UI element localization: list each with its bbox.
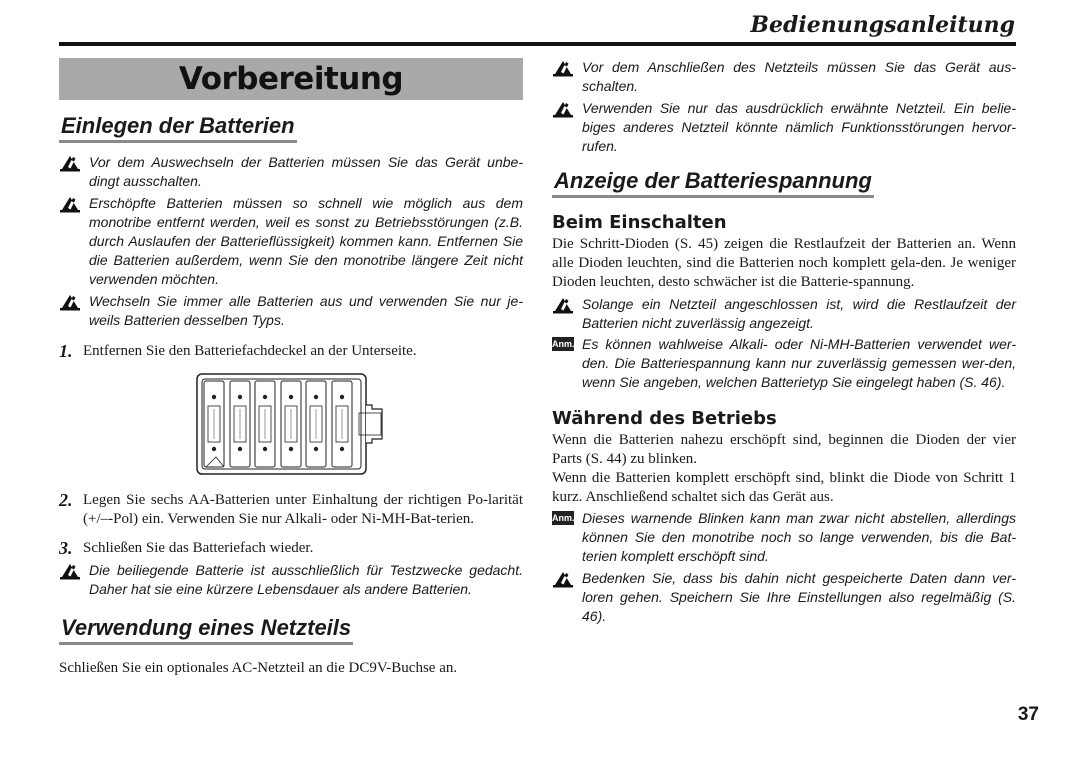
battery-compartment-illustration — [196, 373, 386, 477]
caution-note — [552, 569, 1016, 626]
anm-badge: Anm. — [552, 339, 575, 349]
section-heading-batteries: Einlegen der Batterien — [59, 113, 297, 143]
caution-pen-icon — [59, 153, 81, 172]
subheading-power-on: Beim Einschalten — [552, 212, 727, 233]
section-heading-battery-voltage: Anzeige der Batteriespannung — [552, 168, 874, 198]
caution-pen-icon — [552, 569, 574, 588]
during-text-2: Wenn die Batterien komplett erschöpft sind, blinkt die Diode von Schritt 1 kurz. Anschließend schaltet sich das Gerät aus. — [552, 470, 1016, 505]
anm-note-text: Es können wahlweise Alkali- oder Ni-MH-Batterien verwendet wer-den. Die Batteriespannung kann nur zuverlässig gemessen wer-den, wenn Sie angeben, welchen Batterietyp Sie eingelegt haben (S. 46). — [582, 336, 1016, 390]
step-2 — [59, 491, 523, 529]
caution-note — [59, 194, 523, 289]
power-on-text: Die Schritt-Dioden (S. 45) zeigen die Restlaufzeit der Batterien an. Wenn alle Dioden leuchten, sind die Batterien noch komplett gela-den. Je weniger Dioden leuchten, desto schwächer ist die Batterie-spannung. — [552, 236, 1016, 290]
caution-pen-icon — [552, 295, 574, 314]
caution-note-text: Vor dem Anschließen des Netzteils müssen Sie das Gerät aus-schalten. — [582, 59, 1016, 94]
anm-badge: Anm. — [552, 513, 575, 523]
caution-pen-icon — [59, 561, 81, 580]
page-number: 37 — [1017, 704, 1039, 725]
caution-note-text: Die beiliegende Batterie ist ausschließlich für Testzwecke gedacht. Daher hat sie eine kürzere Lebensdauer als andere Batterien. — [89, 562, 523, 597]
during-text-1: Wenn die Batterien nahezu erschöpft sind, beginnen die Dioden der vier Parts (S. 44) zu blinken. — [552, 432, 1016, 467]
step-number: 1. — [59, 341, 73, 361]
caution-pen-icon — [552, 58, 574, 77]
step-3 — [59, 539, 523, 558]
anm-note-text: Dieses warnende Blinken kann man zwar nicht abstellen, allerdings können Sie den monotribe noch so lange verwenden, bis die Bat-terien komplett erschöpft sind. — [582, 510, 1016, 564]
subheading-during-operation: Während des Betriebs — [552, 408, 777, 429]
running-header-title: Bedienungsanleitung — [750, 12, 1015, 38]
caution-note-text: Erschöpfte Batterien müssen so schnell wie möglich aus dem monotribe entfernt werden, weil es sonst zu Betriebsstörungen (z.B. durch Auslaufen der Batterieflüssigkeit) kommen kann. Entfernen Sie die Batterien außerdem, wenn Sie den monotribe längere Zeit nicht verwenden möchten. — [89, 195, 523, 287]
caution-pen-icon — [59, 292, 81, 311]
caution-note — [552, 99, 1016, 156]
caution-note — [59, 153, 523, 191]
anm-note — [552, 509, 1016, 566]
adapter-text: Schließen Sie ein optionales AC-Netzteil an die DC9V-Buchse an. — [59, 660, 458, 676]
step-text: Entfernen Sie den Batteriefachdeckel an der Unterseite. — [83, 343, 417, 359]
step-1 — [59, 342, 523, 361]
left-column — [59, 58, 523, 678]
caution-note — [59, 561, 523, 599]
page-title-bar — [59, 58, 523, 100]
caution-note-text: Verwenden Sie nur das ausdrücklich erwähnte Netzteil. Ein belie-biges anderes Netzteil könnte nämlich Funktionsstörungen hervor-rufen. — [582, 100, 1016, 154]
step-number: 2. — [59, 490, 73, 510]
caution-note-text: Vor dem Auswechseln der Batterien müssen Sie das Gerät unbe-dingt ausschalten. — [89, 154, 523, 189]
right-column — [552, 58, 1016, 626]
caution-pen-icon — [552, 99, 574, 118]
caution-note-text: Solange ein Netzteil angeschlossen ist, wird die Restlaufzeit der Batterien nicht zuverlässig angezeigt. — [582, 296, 1016, 331]
page-title: Vorbereitung — [178, 61, 404, 97]
caution-note — [552, 295, 1016, 333]
caution-note-text: Bedenken Sie, dass bis dahin nicht gespeicherte Daten dann ver-loren gehen. Speichern Sie Ihre Einstellungen also regelmäßig (S. 46). — [582, 570, 1016, 624]
step-text: Schließen Sie das Batteriefach wieder. — [83, 540, 314, 556]
header-rule — [59, 42, 1016, 46]
caution-note-text: Wechseln Sie immer alle Batterien aus und verwenden Sie nur je-weils Batterien desselben Typs. — [89, 293, 523, 328]
step-text: Legen Sie sechs AA-Batterien unter Einhaltung der richtigen Po-larität (+/–-Pol) ein. Verwenden Sie nur Alkali- oder Ni-MH-Bat-terien. — [83, 492, 523, 527]
caution-pen-icon — [59, 194, 81, 213]
caution-note — [552, 58, 1016, 96]
caution-note — [59, 292, 523, 330]
anm-note — [552, 335, 1016, 392]
step-number: 3. — [59, 538, 73, 558]
section-heading-adapter: Verwendung eines Netzteils — [59, 615, 353, 645]
